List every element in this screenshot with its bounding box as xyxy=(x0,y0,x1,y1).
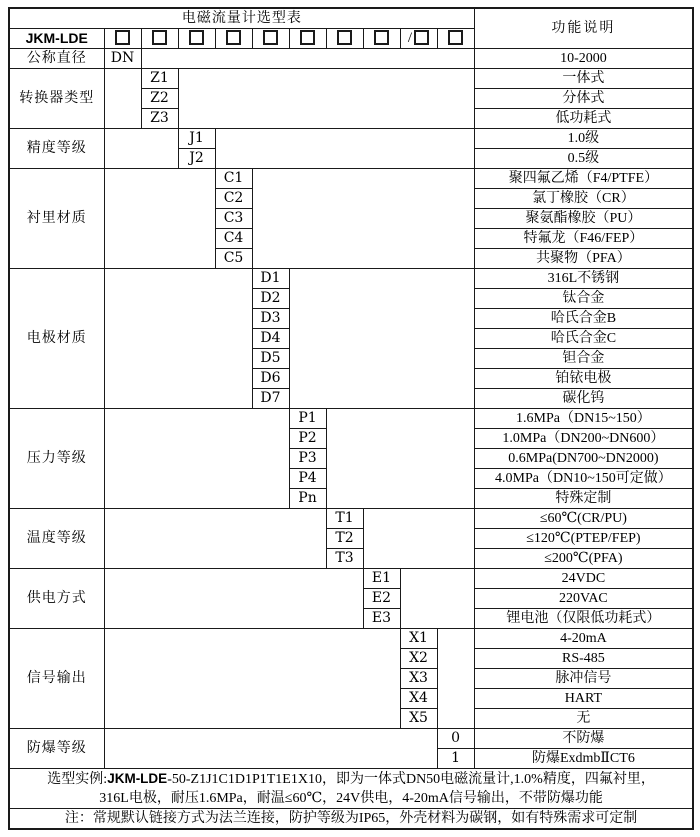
group-label: 温度等级 xyxy=(9,509,104,569)
description-cell: 钛合金 xyxy=(474,289,693,309)
checkbox-icon xyxy=(226,30,241,45)
code-cell: E3 xyxy=(363,609,400,629)
description-cell: 铂铱电极 xyxy=(474,369,693,389)
description-cell: 0.6MPa(DN700~DN2000) xyxy=(474,449,693,469)
checkbox-icon xyxy=(300,30,315,45)
checkbox-icon xyxy=(115,30,130,45)
model-digit-cell xyxy=(363,29,400,49)
description-cell: 4.0MPa（DN10~150可定做） xyxy=(474,469,693,489)
description-cell: ≤120℃(PTEP/FEP) xyxy=(474,529,693,549)
code-cell: X1 xyxy=(400,629,437,649)
code-cell: C3 xyxy=(215,209,252,229)
code-cell: J2 xyxy=(178,149,215,169)
group-label: 电极材质 xyxy=(9,269,104,409)
model-digit-cell xyxy=(141,29,178,49)
code-cell: X5 xyxy=(400,709,437,729)
code-cell: D2 xyxy=(252,289,289,309)
code-cell: P4 xyxy=(289,469,326,489)
code-cell: C2 xyxy=(215,189,252,209)
left-spacer-cell xyxy=(104,569,363,629)
table-row xyxy=(9,629,693,649)
title-row xyxy=(9,8,693,29)
description-cell: 24VDC xyxy=(474,569,693,589)
example-prefix: 选型实例: xyxy=(47,772,108,787)
code-cell: T2 xyxy=(326,529,363,549)
table-row xyxy=(9,129,693,149)
left-spacer-cell xyxy=(104,409,289,509)
right-spacer-cell xyxy=(252,169,474,269)
left-spacer-cell xyxy=(104,729,437,769)
group-label: 压力等级 xyxy=(9,409,104,509)
right-spacer-cell xyxy=(400,569,474,629)
description-cell: 共聚物（PFA） xyxy=(474,249,693,269)
description-cell: 脉冲信号 xyxy=(474,669,693,689)
description-cell: 聚氨酯橡胶（PU） xyxy=(474,209,693,229)
code-cell: DN xyxy=(104,49,141,69)
code-cell: D4 xyxy=(252,329,289,349)
description-cell: ≤60℃(CR/PU) xyxy=(474,509,693,529)
code-cell: Z3 xyxy=(141,109,178,129)
description-cell: 钽合金 xyxy=(474,349,693,369)
example-row xyxy=(9,769,693,809)
function-description-header: 功能说明 xyxy=(474,8,693,49)
model-digit-cell xyxy=(252,29,289,49)
left-spacer-cell xyxy=(104,69,141,129)
table-row xyxy=(9,729,693,749)
table-row xyxy=(9,569,693,589)
right-spacer-cell xyxy=(437,629,474,729)
example-model-code: JKM-LDE xyxy=(107,771,168,786)
left-spacer-cell xyxy=(104,169,215,269)
description-cell: 4-20mA xyxy=(474,629,693,649)
description-cell: 无 xyxy=(474,709,693,729)
code-cell: J1 xyxy=(178,129,215,149)
table-row xyxy=(9,49,693,69)
description-cell: 1.0MPa（DN200~DN600） xyxy=(474,429,693,449)
table-row xyxy=(9,409,693,429)
description-cell: 锂电池（仅限低功耗式） xyxy=(474,609,693,629)
code-cell: C4 xyxy=(215,229,252,249)
description-cell: 316L不锈钢 xyxy=(474,269,693,289)
description-cell: 哈氏合金B xyxy=(474,309,693,329)
description-cell: RS-485 xyxy=(474,649,693,669)
code-cell: P1 xyxy=(289,409,326,429)
model-digit-cell xyxy=(104,29,141,49)
model-digit-cell xyxy=(400,29,437,49)
group-label: 转换器类型 xyxy=(9,69,104,129)
model-digit-cell xyxy=(178,29,215,49)
right-spacer-cell xyxy=(326,409,474,509)
code-cell: Pn xyxy=(289,489,326,509)
footnote-row xyxy=(9,809,693,830)
code-cell: X2 xyxy=(400,649,437,669)
example-text-line1: -50-Z1J1C1D1P1T1E1X10，即为一体式DN50电磁流量计,1.0%精度，四氟衬里， xyxy=(167,772,655,787)
model-digit-cell xyxy=(437,29,474,49)
left-spacer-cell xyxy=(104,629,400,729)
description-cell: 特氟龙（F46/FEP） xyxy=(474,229,693,249)
code-cell: T1 xyxy=(326,509,363,529)
description-cell: 低功耗式 xyxy=(474,109,693,129)
code-cell: Z2 xyxy=(141,89,178,109)
code-cell: C1 xyxy=(215,169,252,189)
description-cell: 1.6MPa（DN15~150） xyxy=(474,409,693,429)
description-cell: 碳化钨 xyxy=(474,389,693,409)
group-label: 精度等级 xyxy=(9,129,104,169)
example-text-line2: 316L电极，耐压1.6MPa，耐温≤60℃，24V供电，4-20mA信号输出，不带防爆功能 xyxy=(99,791,603,806)
model-digit-cell xyxy=(289,29,326,49)
group-label: 公称直径 xyxy=(9,49,104,69)
footnote-text: 注：常规默认链接方式为法兰连接，防护等级为IP65，外壳材料为碳钢，如有特殊需求可定制 xyxy=(9,809,693,830)
group-label: 防爆等级 xyxy=(9,729,104,769)
checkbox-icon xyxy=(189,30,204,45)
code-cell: D6 xyxy=(252,369,289,389)
description-cell: 分体式 xyxy=(474,89,693,109)
slash-separator: / xyxy=(407,30,413,46)
code-cell: 0 xyxy=(437,729,474,749)
code-cell: D1 xyxy=(252,269,289,289)
checkbox-icon xyxy=(337,30,352,45)
code-cell: E2 xyxy=(363,589,400,609)
model-digit-cell xyxy=(215,29,252,49)
group-label: 衬里材质 xyxy=(9,169,104,269)
model-prefix-label: JKM-LDE xyxy=(9,29,104,49)
code-cell: 1 xyxy=(437,749,474,769)
right-spacer-cell xyxy=(215,129,474,169)
right-spacer-cell xyxy=(141,49,474,69)
description-cell: 聚四氟乙烯（F4/PTFE） xyxy=(474,169,693,189)
table-row xyxy=(9,69,693,89)
description-cell: ≤200℃(PFA) xyxy=(474,549,693,569)
code-cell: Z1 xyxy=(141,69,178,89)
selection-table xyxy=(8,7,694,830)
table-row xyxy=(9,169,693,189)
description-cell: 防爆ExdmbⅡCT6 xyxy=(474,749,693,769)
left-spacer-cell xyxy=(104,269,252,409)
description-cell: 1.0级 xyxy=(474,129,693,149)
code-cell: P2 xyxy=(289,429,326,449)
group-label: 供电方式 xyxy=(9,569,104,629)
code-cell: D3 xyxy=(252,309,289,329)
right-spacer-cell xyxy=(363,509,474,569)
description-cell: 220VAC xyxy=(474,589,693,609)
right-spacer-cell xyxy=(289,269,474,409)
code-cell: C5 xyxy=(215,249,252,269)
description-cell: 10-2000 xyxy=(474,49,693,69)
checkbox-icon xyxy=(374,30,389,45)
description-cell: 一体式 xyxy=(474,69,693,89)
right-spacer-cell xyxy=(178,69,474,129)
checkbox-icon xyxy=(263,30,278,45)
code-cell: X3 xyxy=(400,669,437,689)
model-digit-cell xyxy=(326,29,363,49)
description-cell: 0.5级 xyxy=(474,149,693,169)
left-spacer-cell xyxy=(104,509,326,569)
left-spacer-cell xyxy=(104,129,178,169)
group-label: 信号输出 xyxy=(9,629,104,729)
selection-example-note xyxy=(9,769,693,809)
code-cell: P3 xyxy=(289,449,326,469)
table-row xyxy=(9,509,693,529)
code-cell: E1 xyxy=(363,569,400,589)
table-title: 电磁流量计选型表 xyxy=(9,8,474,29)
description-cell: 哈氏合金C xyxy=(474,329,693,349)
checkbox-icon xyxy=(152,30,167,45)
description-cell: 特殊定制 xyxy=(474,489,693,509)
code-cell: D7 xyxy=(252,389,289,409)
code-cell: D5 xyxy=(252,349,289,369)
table-row xyxy=(9,269,693,289)
description-cell: HART xyxy=(474,689,693,709)
checkbox-icon xyxy=(448,30,463,45)
code-cell: X4 xyxy=(400,689,437,709)
code-cell: T3 xyxy=(326,549,363,569)
description-cell: 氯丁橡胶（CR） xyxy=(474,189,693,209)
description-cell: 不防爆 xyxy=(474,729,693,749)
checkbox-icon xyxy=(414,30,429,45)
